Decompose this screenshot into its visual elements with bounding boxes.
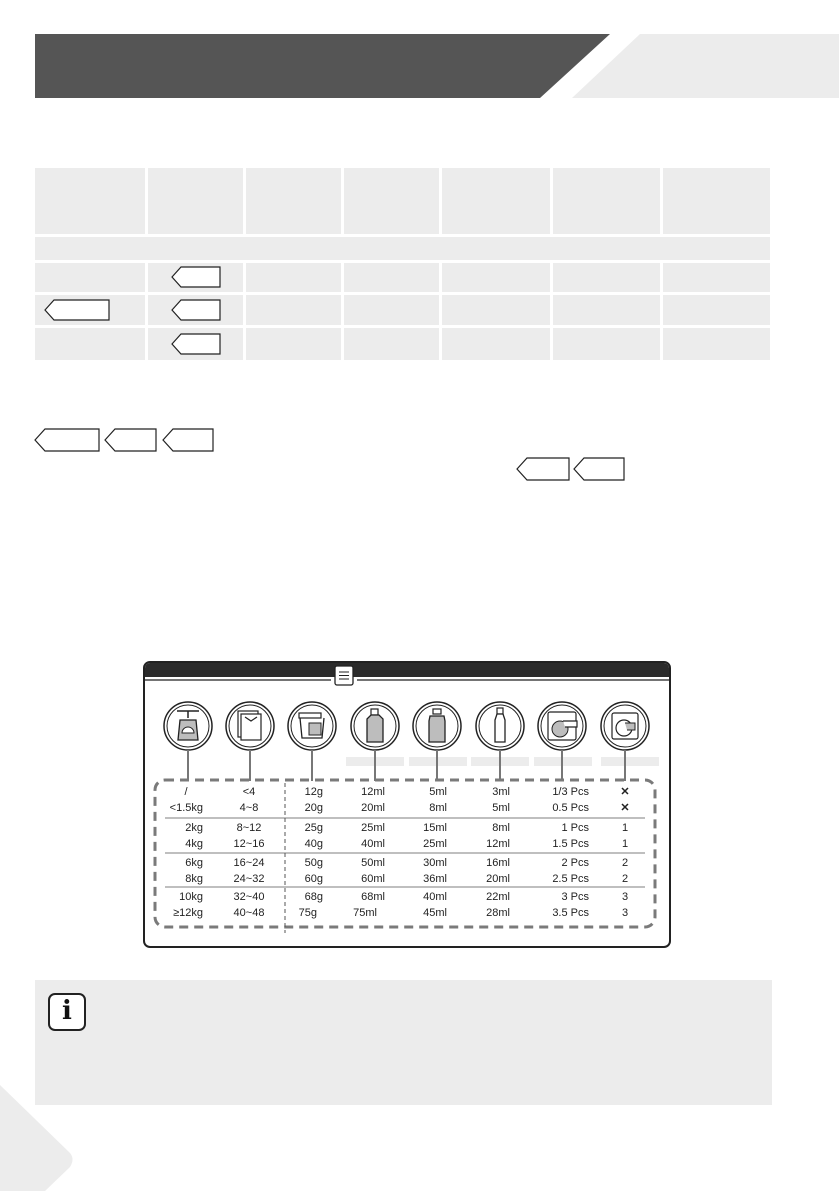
super-concentrate-cell: 22ml	[486, 891, 510, 903]
detergent-pod-hand-icon	[538, 702, 586, 750]
weight-cell: 4kg	[185, 838, 203, 850]
pods-cell: 3.5 Pcs	[552, 907, 589, 919]
label-tag-icon	[573, 457, 625, 481]
table-row	[161, 890, 655, 905]
drum-cell: 1	[621, 822, 629, 834]
table-header-cell	[35, 168, 145, 234]
page-header	[0, 0, 839, 100]
pods-cell: 2.5 Pcs	[552, 873, 589, 885]
super-concentrate-cell: 28ml	[486, 907, 510, 919]
powder-cell: 68g	[304, 891, 323, 903]
drum-cell: 3	[621, 891, 629, 903]
clothes-stack-icon	[226, 702, 274, 750]
label-tag-icon	[171, 299, 221, 321]
table-cell	[442, 295, 550, 325]
weight-cell: 8kg	[185, 873, 203, 885]
powder-cell: 40g	[304, 838, 323, 850]
header-tab	[572, 34, 839, 98]
super-concentrate-cell: 8ml	[492, 822, 510, 834]
drum-cell: 3	[621, 907, 629, 919]
items-cell: <4	[242, 786, 256, 798]
weight-cell: 10kg	[179, 891, 203, 903]
liquid-cell: 68ml	[361, 891, 385, 903]
drum-cell: ✕	[620, 786, 630, 798]
table-header-cell	[344, 168, 439, 234]
info-note-box	[35, 980, 772, 1105]
scale-weight-icon	[164, 702, 212, 750]
items-cell: 12~16	[233, 838, 265, 850]
table-cell	[246, 328, 341, 360]
concentrate-cell: 15ml	[423, 822, 447, 834]
table-cell	[344, 328, 439, 360]
powder-cell: 25g	[304, 822, 323, 834]
super-concentrate-cell: 16ml	[486, 857, 510, 869]
table-header-cell	[442, 168, 550, 234]
weight-cell: <1.5kg	[169, 802, 203, 814]
table-row	[161, 821, 655, 836]
weight-cell: 2kg	[185, 822, 203, 834]
powder-cell: 50g	[304, 857, 323, 869]
pods-cell: 1 Pcs	[561, 822, 589, 834]
liquid-cell: 25ml	[361, 822, 385, 834]
table-row	[161, 785, 655, 800]
pods-cell: 1.5 Pcs	[552, 838, 589, 850]
liquid-cell: 50ml	[361, 857, 385, 869]
table-cell	[663, 263, 770, 292]
powder-cell: 75g	[298, 907, 317, 919]
label-tag-icon	[171, 333, 221, 355]
liquid-cell: 60ml	[361, 873, 385, 885]
powder-cell: 12g	[304, 786, 323, 798]
table-cell	[344, 295, 439, 325]
table-cell	[246, 295, 341, 325]
powder-cell: 60g	[304, 873, 323, 885]
label-tag-icon	[44, 299, 110, 321]
table-cell	[553, 295, 660, 325]
weight-cell: 6kg	[185, 857, 203, 869]
super-concentrate-cell: 12ml	[486, 838, 510, 850]
table-span-row	[35, 237, 770, 260]
items-cell: 16~24	[233, 857, 265, 869]
powder-cell: 20g	[304, 802, 323, 814]
items-cell: 32~40	[233, 891, 265, 903]
label-block	[601, 757, 659, 766]
table-cell	[442, 328, 550, 360]
concentrate-cell: 25ml	[423, 838, 447, 850]
liquid-cell: 40ml	[361, 838, 385, 850]
powder-detergent-icon	[288, 702, 336, 750]
table-cell	[35, 263, 145, 292]
table-row	[161, 801, 655, 816]
table-header-cell	[246, 168, 341, 234]
table-cell	[553, 263, 660, 292]
super-concentrate-cell: 20ml	[486, 873, 510, 885]
label-tag-icon	[162, 428, 214, 452]
table-cell	[442, 263, 550, 292]
table-header-cell	[553, 168, 660, 234]
drum-cell: 1	[621, 838, 629, 850]
table-row	[161, 906, 655, 921]
table-cell	[663, 328, 770, 360]
weight-cell: ≥12kg	[173, 907, 203, 919]
table-cell	[35, 328, 145, 360]
slim-bottle-icon	[476, 702, 524, 750]
super-concentrate-cell: 5ml	[492, 802, 510, 814]
pods-cell: 0.5 Pcs	[552, 802, 589, 814]
table-cell	[553, 328, 660, 360]
concentrate-cell: 40ml	[423, 891, 447, 903]
drum-cell: ✕	[620, 802, 630, 814]
table-cell	[344, 263, 439, 292]
concentrate-cell: 30ml	[423, 857, 447, 869]
table-cell	[246, 263, 341, 292]
items-cell: 24~32	[233, 873, 265, 885]
machine-drum-icon	[601, 702, 649, 750]
table-header-cell	[148, 168, 243, 234]
liquid-detergent-bottle-icon	[351, 702, 399, 750]
liquid-cell: 75ml	[353, 907, 377, 919]
section-title-bar	[35, 34, 610, 98]
label-tag-icon	[104, 428, 157, 452]
items-cell: 8~12	[236, 822, 262, 834]
concentrate-cell: 45ml	[423, 907, 447, 919]
label-tag-icon	[34, 428, 100, 452]
pods-cell: 2 Pcs	[561, 857, 589, 869]
liquid-cell: 12ml	[361, 786, 385, 798]
drum-cell: 2	[621, 873, 629, 885]
label-tag-icon	[516, 457, 570, 481]
concentrate-cell: 5ml	[429, 786, 447, 798]
page-corner-tab	[0, 1085, 80, 1191]
label-tag-icon	[171, 266, 221, 288]
concentrate-cell: 36ml	[423, 873, 447, 885]
info-icon: i	[48, 993, 86, 1031]
table-row	[161, 856, 655, 871]
pods-cell: 3 Pcs	[561, 891, 589, 903]
super-concentrate-cell: 3ml	[492, 786, 510, 798]
weight-cell: /	[184, 786, 188, 798]
liquid-cell: 20ml	[361, 802, 385, 814]
table-row	[161, 872, 655, 887]
drum-cell: 2	[621, 857, 629, 869]
table-header-cell	[663, 168, 770, 234]
pods-cell: 1/3 Pcs	[552, 786, 589, 798]
concentrate-cell: 8ml	[429, 802, 447, 814]
table-cell	[663, 295, 770, 325]
items-cell: 4~8	[239, 802, 259, 814]
detergent-bottle-icon	[413, 702, 461, 750]
table-row	[161, 837, 655, 852]
dosing-chart-panel	[143, 661, 671, 948]
document-icon	[335, 666, 353, 685]
items-cell: 40~48	[233, 907, 265, 919]
